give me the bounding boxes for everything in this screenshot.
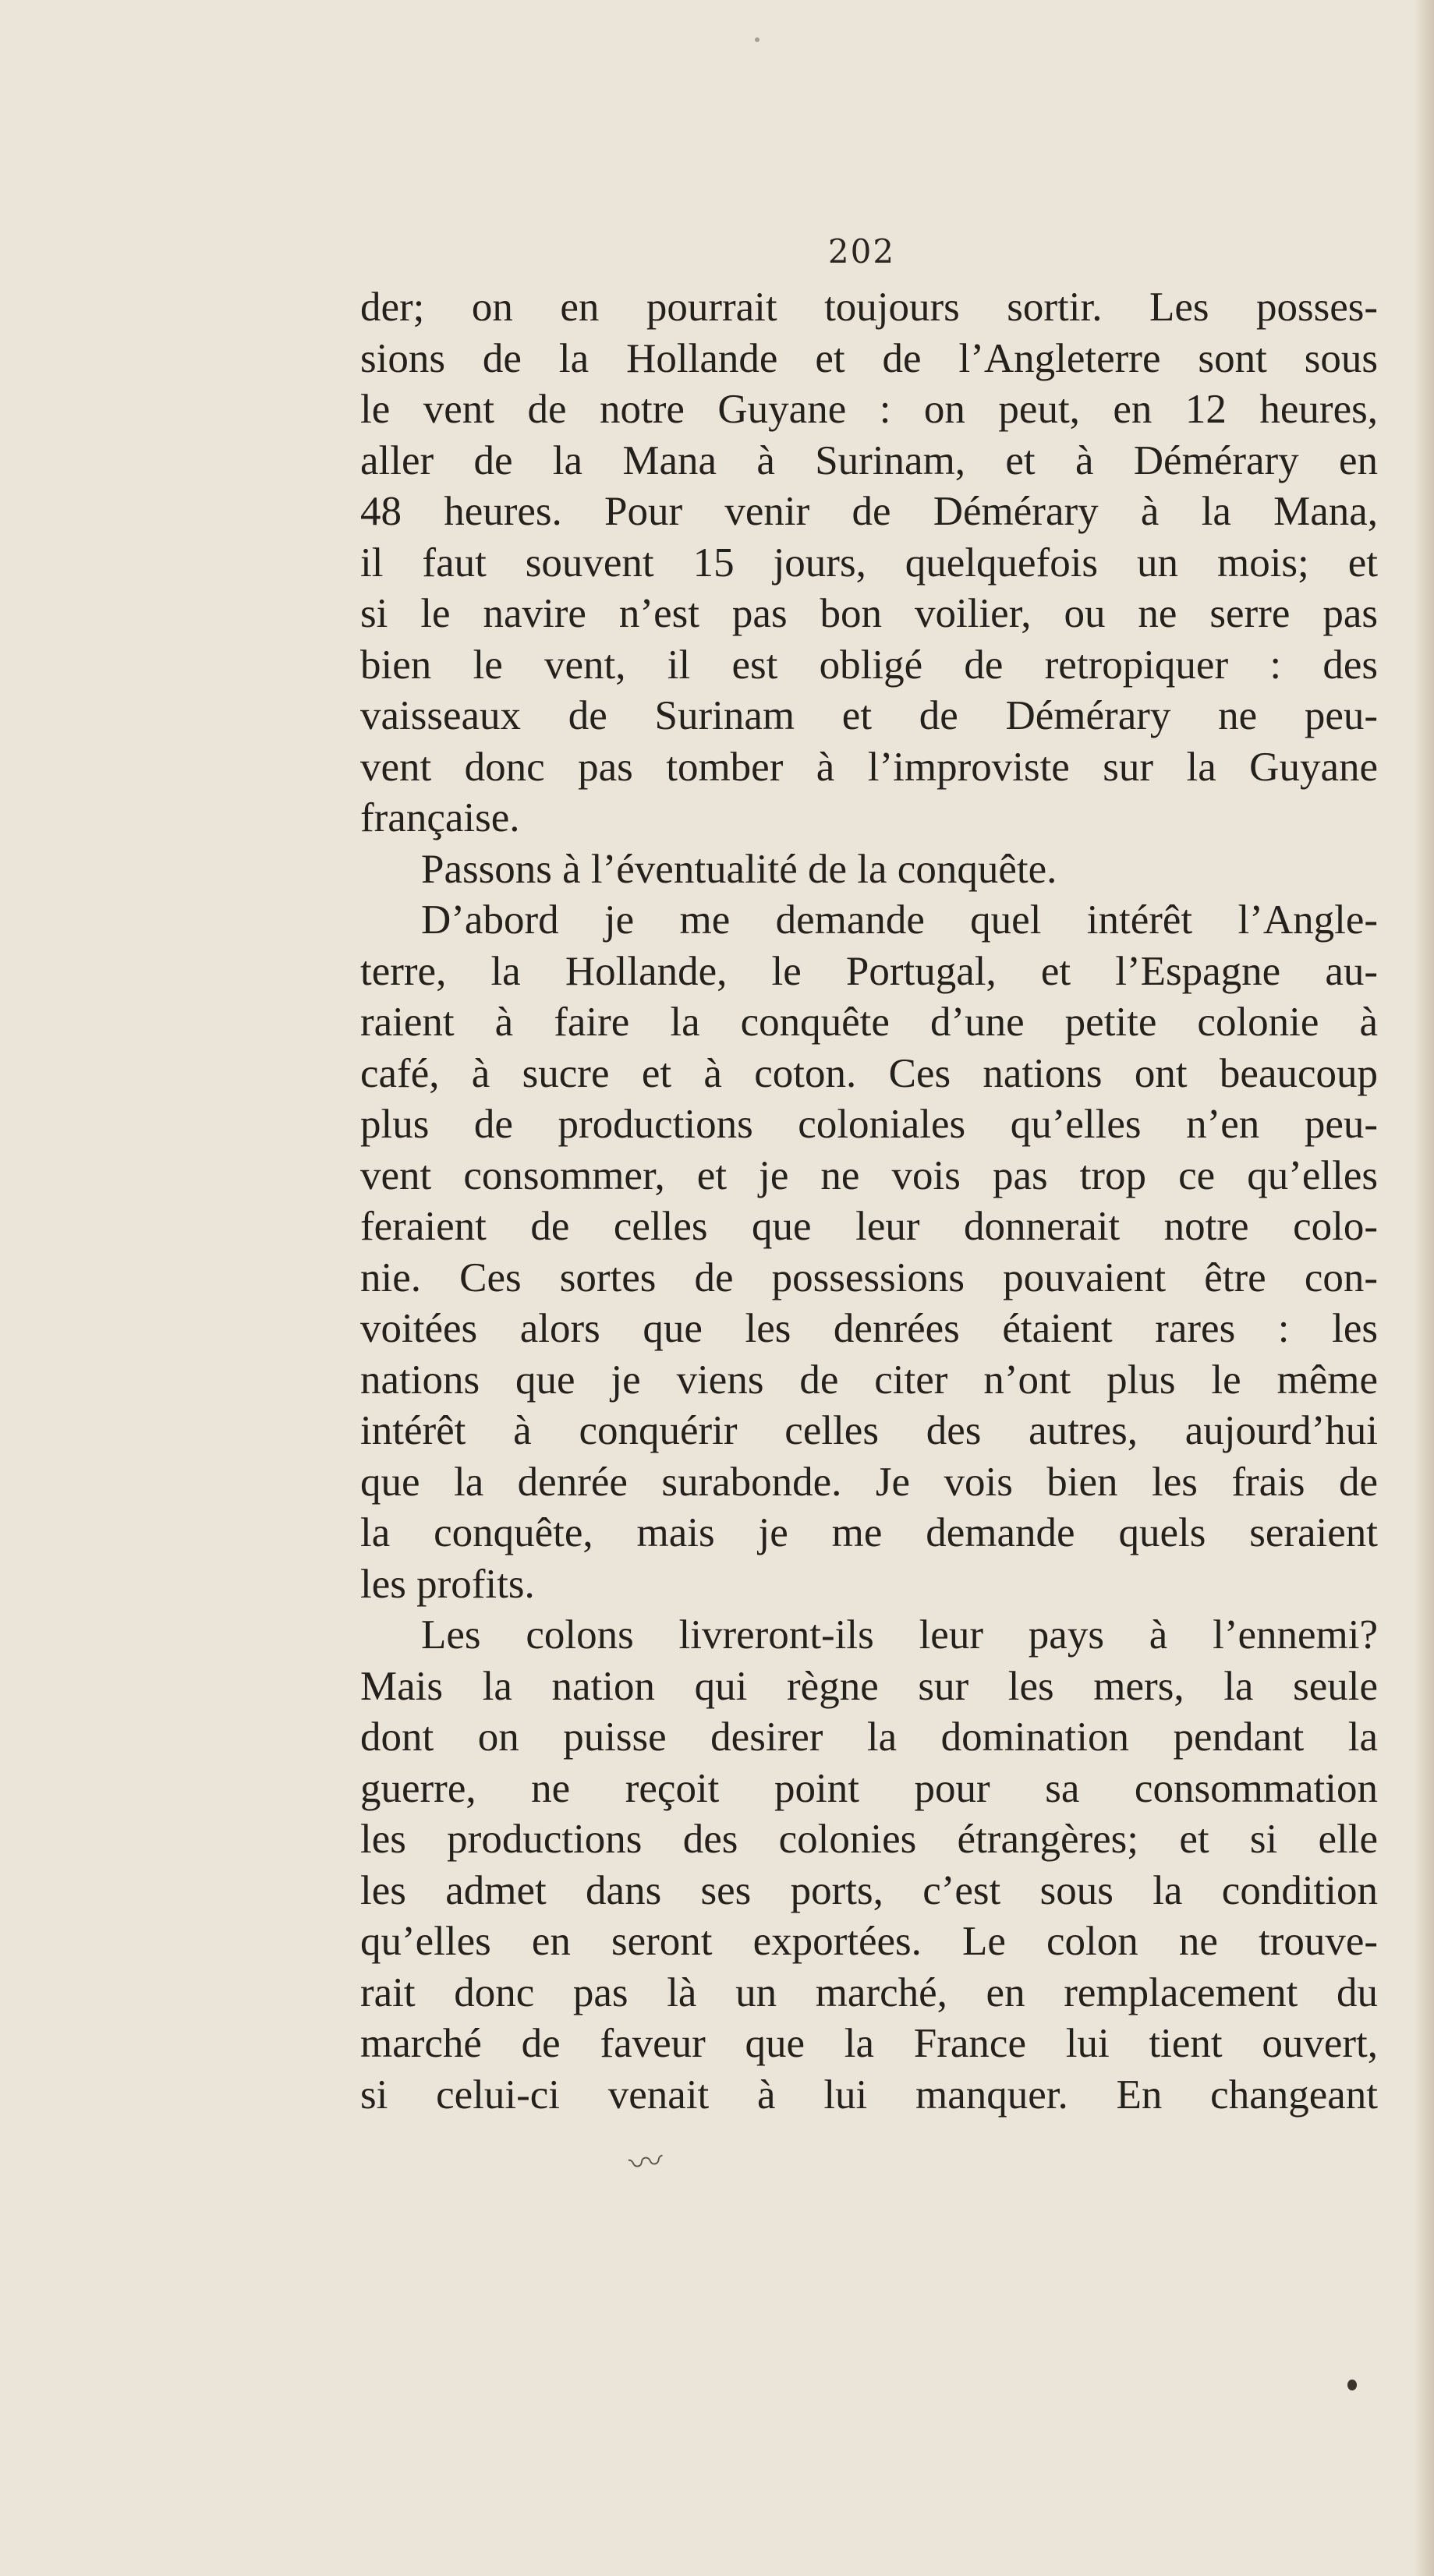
text-line: aller de la Mana à Surinam, et à Démérary en bbox=[360, 437, 1378, 483]
text-line: 48 heures. Pour venir de Démérary à la Mana, bbox=[360, 489, 1378, 534]
text-line: qu’elles en seront exportées. Le colon ne trouve- bbox=[360, 1919, 1378, 1964]
page-edge-shadow bbox=[1414, 0, 1434, 2576]
text-line: vent donc pas tomber à l’improviste sur la Guyane bbox=[360, 744, 1378, 790]
text-line: les profits. bbox=[360, 1561, 535, 1607]
text-line: feraient de celles que leur donnerait notre colo- bbox=[360, 1204, 1378, 1249]
text-line: le vent de notre Guyane : on peut, en 12 heures, bbox=[360, 387, 1378, 432]
text-line: terre, la Hollande, le Portugal, et l’Espagne au- bbox=[360, 948, 1378, 994]
text-line: française. bbox=[360, 795, 520, 840]
text-line: nie. Ces sortes de possessions pouvaient être con- bbox=[360, 1254, 1378, 1300]
text-line: marché de faveur que la France lui tient ouvert, bbox=[360, 2021, 1378, 2066]
text-line: il faut souvent 15 jours, quelquefois un mois; et bbox=[360, 540, 1378, 586]
text-line: les productions des colonies étrangères; et si elle bbox=[360, 1817, 1378, 1862]
text-line: der; on en pourrait toujours sortir. Les posses- bbox=[360, 285, 1378, 330]
ink-spot bbox=[1347, 2380, 1357, 2390]
text-line: les admet dans ses ports, c’est sous la condition bbox=[360, 1867, 1378, 1913]
text-line: Les colons livreront-ils leur pays à l’ennemi? bbox=[421, 1612, 1378, 1658]
text-line: guerre, ne reçoit point pour sa consommation bbox=[360, 1765, 1378, 1811]
text-line: nations que je viens de citer n’ont plus le même bbox=[360, 1357, 1378, 1403]
text-line: dont on puisse desirer la domination pendant la bbox=[360, 1714, 1378, 1760]
text-line: Passons à l’éventualité de la conquête. bbox=[421, 846, 1057, 892]
ink-mark-ornament: 〰 bbox=[626, 2141, 666, 2185]
text-line: bien le vent, il est obligé de retropiquer : des bbox=[360, 642, 1378, 688]
body-text bbox=[360, 282, 1378, 2121]
text-line: si celui-ci venait à lui manquer. En changeant bbox=[360, 2072, 1378, 2118]
text-line: sions de la Hollande et de l’Angleterre sont sous bbox=[360, 335, 1378, 381]
text-line: vent consommer, et je ne vois pas trop ce qu’elles bbox=[360, 1152, 1378, 1198]
text-line: si le navire n’est pas bon voilier, ou ne serre pas bbox=[360, 591, 1378, 636]
text-line: intérêt à conquérir celles des autres, aujourd’hui bbox=[360, 1408, 1378, 1453]
text-line: raient à faire la conquête d’une petite colonie à bbox=[360, 1000, 1378, 1045]
text-line: vaisseaux de Surinam et de Démérary ne peu- bbox=[360, 693, 1378, 738]
text-line: D’abord je me demande quel intérêt l’Angle- bbox=[421, 897, 1378, 943]
text-line: café, à sucre et à coton. Ces nations ont beaucoup bbox=[360, 1050, 1378, 1096]
text-line: rait donc pas là un marché, en remplacement du bbox=[360, 1969, 1378, 2015]
text-line: la conquête, mais je me demande quels seraient bbox=[360, 1510, 1378, 1555]
text-line: voitées alors que les denrées étaient rares : les bbox=[360, 1306, 1378, 1351]
text-line: que la denrée surabonde. Je vois bien les frais de bbox=[360, 1459, 1378, 1505]
paper-speck bbox=[755, 37, 759, 42]
page-number: 202 bbox=[827, 232, 896, 271]
text-line: plus de productions coloniales qu’elles n’en peu- bbox=[360, 1102, 1378, 1147]
text-line: Mais la nation qui règne sur les mers, la seule bbox=[360, 1663, 1378, 1709]
